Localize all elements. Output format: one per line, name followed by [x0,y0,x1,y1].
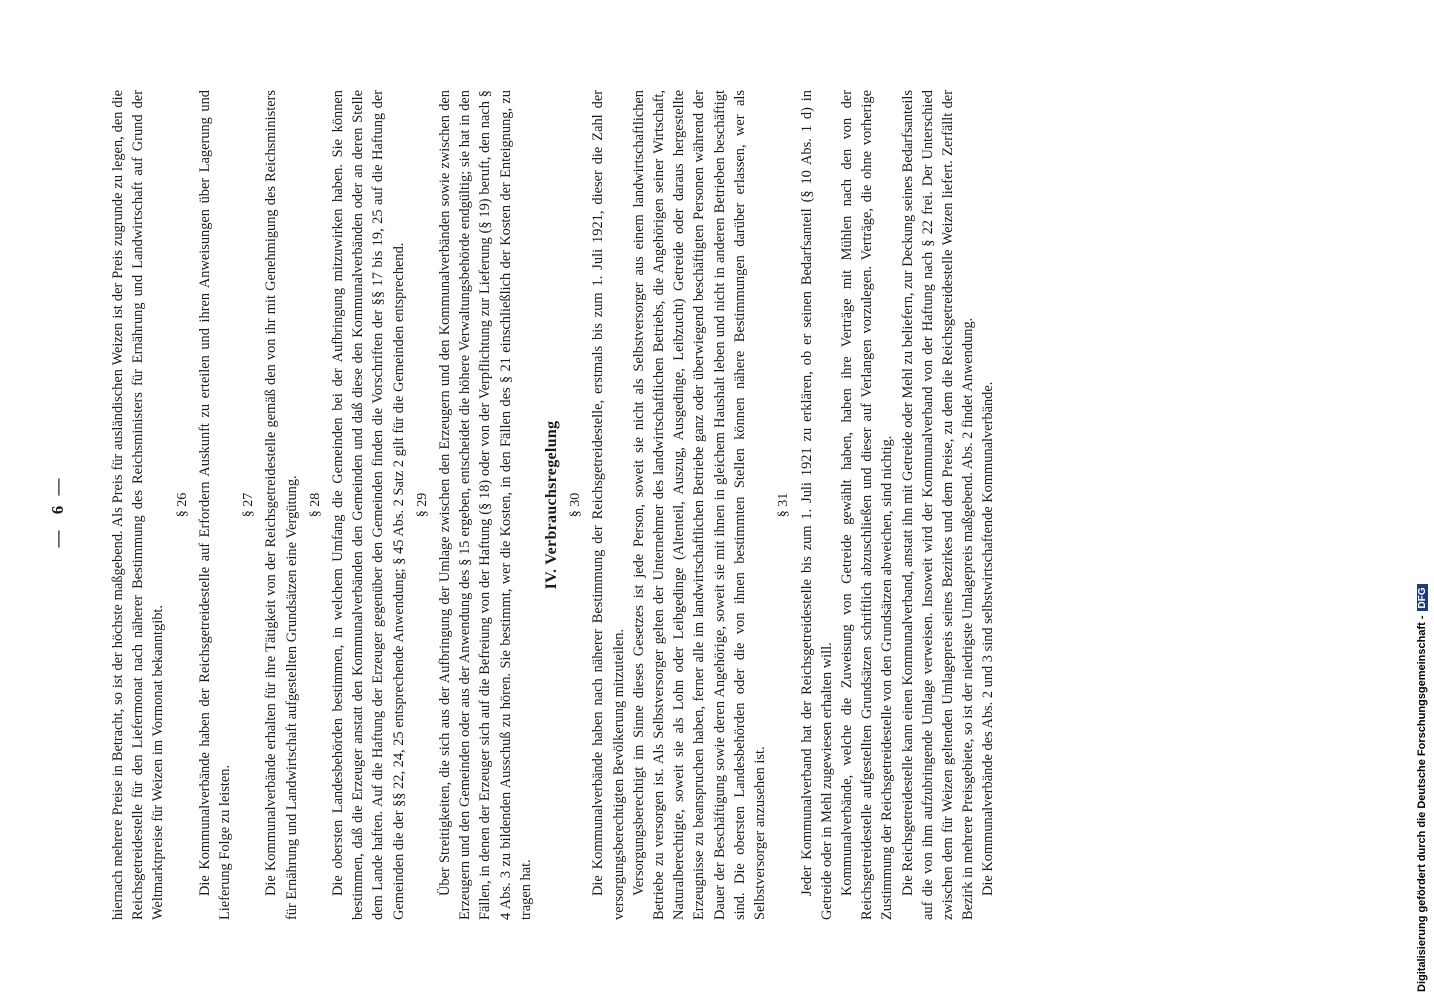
section-heading-27: § 27 [241,492,257,518]
paragraph-31-3: Die Reichsgetreidestelle kann einen Kommunalverband, anstatt ihn mit Getreide oder Mehl zu beliefern, zur Deckung seines Bedarfsanteils auf die von ihm aufzubringende Umlage verweisen. Insoweit wird der Kommunalverband von der Haftung nach § 22 frei. Der Unterschied zwischen dem für Weizen geltenden Umlagepreis seines Bezirkes und dem Preise, zu dem die Reichsgetreidestelle Weizen liefert. Zerfällt der Bezirk in mehrere Preisgebiete, so ist der niedrigste Umlagepreis maßgebend. Abs. 2 findet Anwendung. [899,90,977,920]
paragraph-26: Die Kommunalverbände haben der Reichsgetreidestelle auf Erfordern Auskunft zu erteilen und ihren Anweisungen über Lagerung und Lieferung Folge zu leisten. [196,90,234,920]
paragraph-31-1: Jeder Kommunalverband hat der Reichsgetreidestelle bis zum 1. Juli 1921 zu erklären, ob er seinen Bedarfsanteil (§ 10 Abs. 1 d) in Getreide oder in Mehl zugewiesen erhalten will. [798,90,835,920]
section-heading-26: § 26 [174,492,190,518]
paragraph-27: Die Kommunalverbände erhalten für ihre Tätigkeit von der Reichsgetreidestelle gemäß den von ihr mit Genehmigung des Reichsministers für Ernährung und Landwirtschaft aufgestellten Grundsätzen eine Vergütung. [263,90,300,920]
paragraph-28: Die obersten Landesbehörden bestimmen, in welchem Umfang die Gemeinden bei der Aufbringung mitzuwirken haben. Sie können bestimmen, daß die Erzeuger anstatt den Kommunalverbänden den Gemeinden und daß diese den Kommunalverbänden oder an deren Stelle dem Lande haften. Auf die Haftung der Erzeuger gegenüber den Gemeinden finden die Vorschriften der §§ 17 bis 19, 25 auf die Haftung der Gemeinden die der §§ 22, 24, 25 entsprechende Anwendung; § 45 Abs. 2 Satz 2 gilt für die Gemeinden entsprechend. [330,90,407,920]
paragraph-29: Über Streitigkeiten, die sich aus der Aufbringung der Umlage zwischen den Erzeugern und den Kommunalverbänden sowie zwischen den Erzeugern und den Gemeinden oder aus der Anwendung des § 15 ergeben, entscheidet die höhere Verwaltungsbehörde endgültig; sie hat in den Fällen, in denen der Erzeuger sich auf die Befreiung von der Haftung (§ 18) oder von der Verpflichtung zur Lieferung (§ 19) beruft, den nach § 4 Abs. 3 zu bildenden Ausschuß zu hören. Sie bestimmt, wer die Kosten, in den Fällen des § 21 einschließlich der Kosten der Enteignung, zu tragen hat. [437,90,534,920]
section-heading-30: § 30 [568,492,584,518]
section-heading-28: § 28 [307,492,323,518]
paragraph: hiernach mehrere Preise in Betracht, so ist der höchste maßgebend. Als Preis für ausländischen Weizen ist der Preis zugrunde zu legen, den die Reichsgetreidestelle für den Liefermonat nach näherer Bestimmung des Reichsministers für Ernährung und Landwirtschaft auf Grund der Weltmarktpreise für Weizen im Vormonat bekanntgibt. [110,90,167,920]
rotated-page [28,60,1368,960]
paragraph-30-1: Die Kommunalverbände haben nach näherer Bestimmung der Reichsgetreidestelle, erstmals bis zum 1. Juli 1921, dieser die Zahl der versorgungsberechtigten Bevölkerung mitzuteilen. [590,90,627,920]
credit-text: Digitalisierung gefördert durch die Deutsche Forschungsgemeinschaft - [1416,615,1428,992]
paragraph-31-2: Kommunalverbände, welche die Zuweisung von Getreide gewählt haben, haben ihre Verträge mit Mühlen nach den von der Reichsgetreidestelle aufgestellten Grundsätzen schriftlich abzuschließen und dieser auf Verlangen vorzulegen. Verträge, die ohne vorherige Zustimmung der Reichsgetreidestelle von den Grundsätzen abweichen, sind nichtig. [838,90,896,920]
paragraph-31-4: Die Kommunalverbände des Abs. 2 und 3 sind selbstwirtschaftende Kommunalverbände. [980,381,997,896]
paragraph-30-2: Versorgungsberechtigt im Sinne dieses Gesetzes ist jede Person, soweit sie nicht als Selbstversorger aus einem landwirtschaftlichen Betriebe zu versorgen ist. Als Selbstversorger gelten der Unternehmer des landwirtschaftlichen Betriebs, die Angehörigen seiner Wirtschaft, Naturalberechtigte, soweit sie als Lohn oder Leibgedinge (Altenteil, Auszug, Ausgedinge, Leibzucht) Getreide oder daraus hergestellte Erzeugnisse zu beanspruchen haben, ferner alle im landwirtschaftlichen Betriebe ganz oder überwiegend beschäftigten Personen während der Dauer der Beschäftigung sowie deren Angehörige, soweit sie mit ihnen in gleichem Haushalt leben und nicht in anderen Betrieben beschäftigt sind. Die obersten Landesbehörden oder die von ihnen bestimmten Stellen können nähere Bestimmungen darüber erlassen, wer als Selbstversorger anzusehen ist. [630,90,769,920]
section-heading-29: § 29 [414,492,430,518]
chapter-heading: IV. Verbrauchsregelung [543,420,561,590]
text-column [108,90,999,920]
dfg-logo: DFG [1417,584,1428,611]
page-number: — 6 — [48,472,67,548]
digitization-credit [1416,0,1428,992]
section-heading-31: § 31 [776,492,792,518]
